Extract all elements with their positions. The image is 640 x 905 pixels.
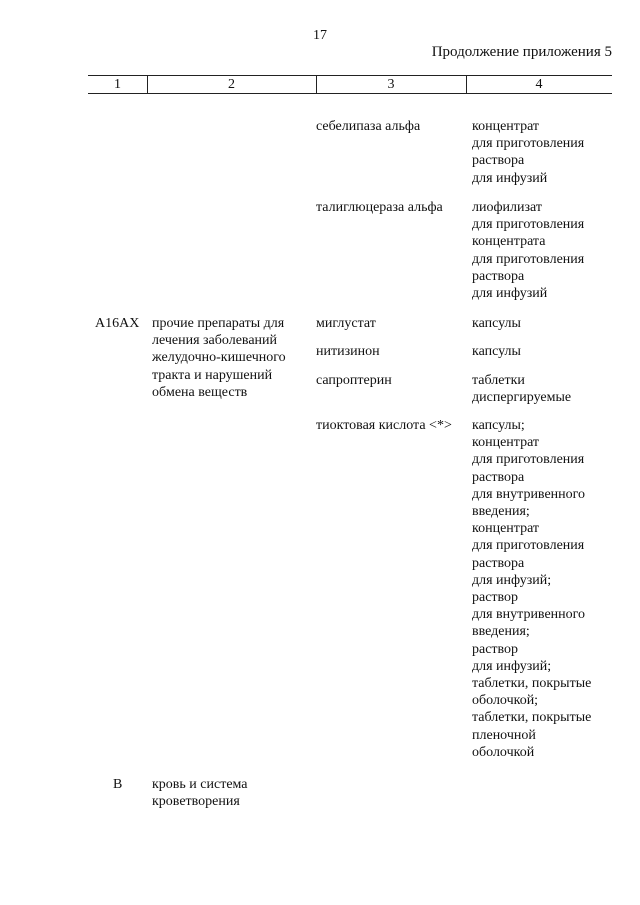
dosage-form: таблетки диспергируемые	[472, 373, 572, 406]
drug-name: миглустат	[316, 316, 376, 331]
dosage-form: капсулы	[472, 344, 521, 359]
continuation-heading: Продолжение приложения 5	[431, 44, 612, 60]
drug-name: сапроптерин	[316, 373, 392, 388]
drug-name: талиглюцераза альфа	[316, 200, 443, 215]
atc-code: A16AX	[95, 316, 140, 331]
page-number: 17	[313, 28, 327, 43]
drug-name: себелипаза альфа	[316, 119, 421, 134]
atc-group: прочие препараты для лечения заболеваний желудочно-кишечного тракта и нарушений обмена веществ	[152, 316, 286, 400]
column-header-4: 4	[535, 77, 543, 92]
drug-name: нитизинон	[316, 344, 380, 359]
atc-code: B	[113, 777, 123, 792]
dosage-form: капсулы; концентрат для приготовления раствора для внутривенного введения; концентрат для приготовления раствора для инфузий; раствор для внутривенного введения; раствор для инфузий; таблетки, покрытые оболочкой; таблетки, покрытые пленочной оболочкой	[472, 418, 592, 760]
column-header-2: 2	[228, 77, 235, 92]
table-header-top-rule	[88, 75, 612, 76]
dosage-form: лиофилизат для приготовления концентрата для приготовления раствора для инфузий	[472, 200, 585, 302]
table-header-bottom-rule	[88, 93, 612, 94]
drug-name: тиоктовая кислота <*>	[316, 418, 452, 433]
atc-group: кровь и система кроветворения	[152, 777, 248, 810]
dosage-form: капсулы	[472, 316, 521, 331]
column-header-1: 1	[114, 77, 121, 92]
column-header-3: 3	[387, 77, 395, 92]
dosage-form: концентрат для приготовления раствора для инфузий	[472, 119, 585, 186]
